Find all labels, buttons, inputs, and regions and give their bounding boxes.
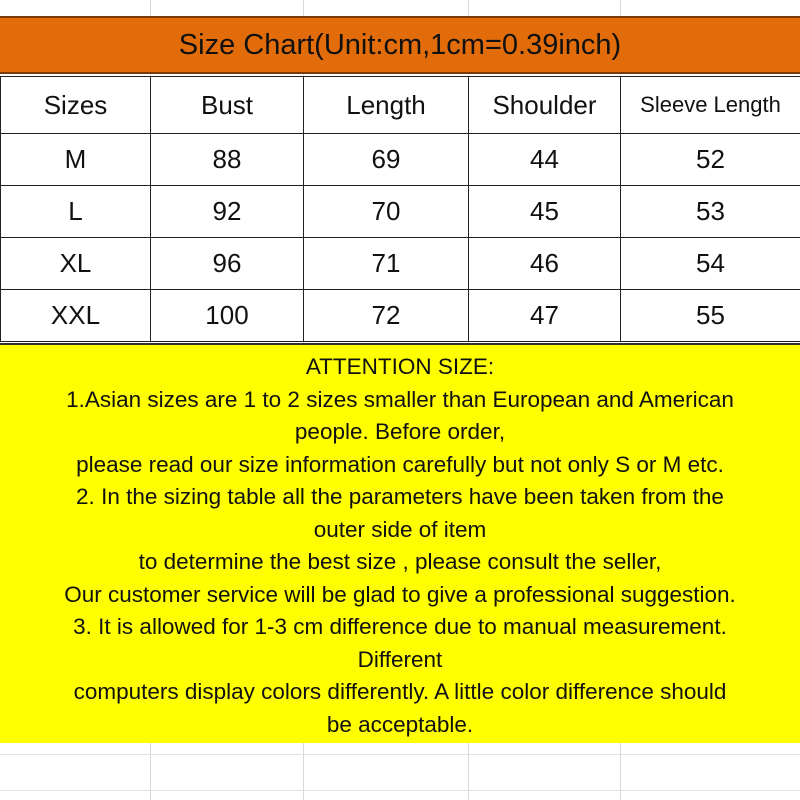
table-row bbox=[1, 134, 800, 186]
cell-length: 71 bbox=[304, 238, 469, 290]
notice-line: to determine the best size , please consult the seller, bbox=[138, 549, 662, 574]
size-table bbox=[0, 76, 800, 342]
cell-size: L bbox=[1, 186, 151, 238]
cell-sleeve-length: 53 bbox=[621, 186, 800, 238]
cell-sleeve-length: 54 bbox=[621, 238, 800, 290]
notice-heading: ATTENTION SIZE: bbox=[305, 354, 495, 379]
notice-line: outer side of item bbox=[313, 516, 487, 542]
header-bust: Bust bbox=[151, 77, 304, 134]
header-sizes: Sizes bbox=[1, 77, 151, 134]
notice-line: be acceptable. bbox=[326, 711, 474, 737]
cell-length: 70 bbox=[304, 186, 469, 238]
notice-line: 3. It is allowed for 1-3 cm difference due to manual measurement. bbox=[73, 614, 727, 639]
cell-size: M bbox=[1, 134, 151, 186]
notice-line: 2. In the sizing table all the parameters have been taken from the bbox=[76, 484, 724, 509]
cell-shoulder: 46 bbox=[469, 238, 621, 290]
cell-shoulder: 44 bbox=[469, 134, 621, 186]
notice-line: Different bbox=[357, 646, 443, 672]
cell-size: XXL bbox=[1, 290, 151, 342]
table-header-row bbox=[1, 77, 800, 134]
cell-bust: 92 bbox=[151, 186, 304, 238]
cell-shoulder: 47 bbox=[469, 290, 621, 342]
table-row bbox=[1, 290, 800, 342]
header-shoulder: Shoulder bbox=[469, 77, 621, 134]
cell-size: XL bbox=[1, 238, 151, 290]
header-sleeve-length: Sleeve Length bbox=[621, 77, 800, 134]
table-row bbox=[1, 186, 800, 238]
notice-line: Our customer service will be glad to give a professional suggestion. bbox=[64, 581, 736, 607]
header-length: Length bbox=[304, 77, 469, 134]
attention-notice bbox=[0, 343, 800, 743]
notice-line: people. Before order, bbox=[294, 419, 506, 444]
cell-sleeve-length: 52 bbox=[621, 134, 800, 186]
cell-sleeve-length: 55 bbox=[621, 290, 800, 342]
notice-line: please read our size information carefully but not only S or M etc. bbox=[76, 451, 724, 477]
cell-shoulder: 45 bbox=[469, 186, 621, 238]
notice-line: 1.Asian sizes are 1 to 2 sizes smaller than European and American bbox=[66, 386, 734, 412]
table-row bbox=[1, 238, 800, 290]
cell-length: 72 bbox=[304, 290, 469, 342]
cell-bust: 96 bbox=[151, 238, 304, 290]
cell-length: 69 bbox=[304, 134, 469, 186]
cell-bust: 88 bbox=[151, 134, 304, 186]
size-chart-title: Size Chart(Unit:cm,1cm=0.39inch) bbox=[0, 16, 800, 74]
cell-bust: 100 bbox=[151, 290, 304, 342]
notice-line: computers display colors differently. A little color difference should bbox=[73, 679, 727, 704]
